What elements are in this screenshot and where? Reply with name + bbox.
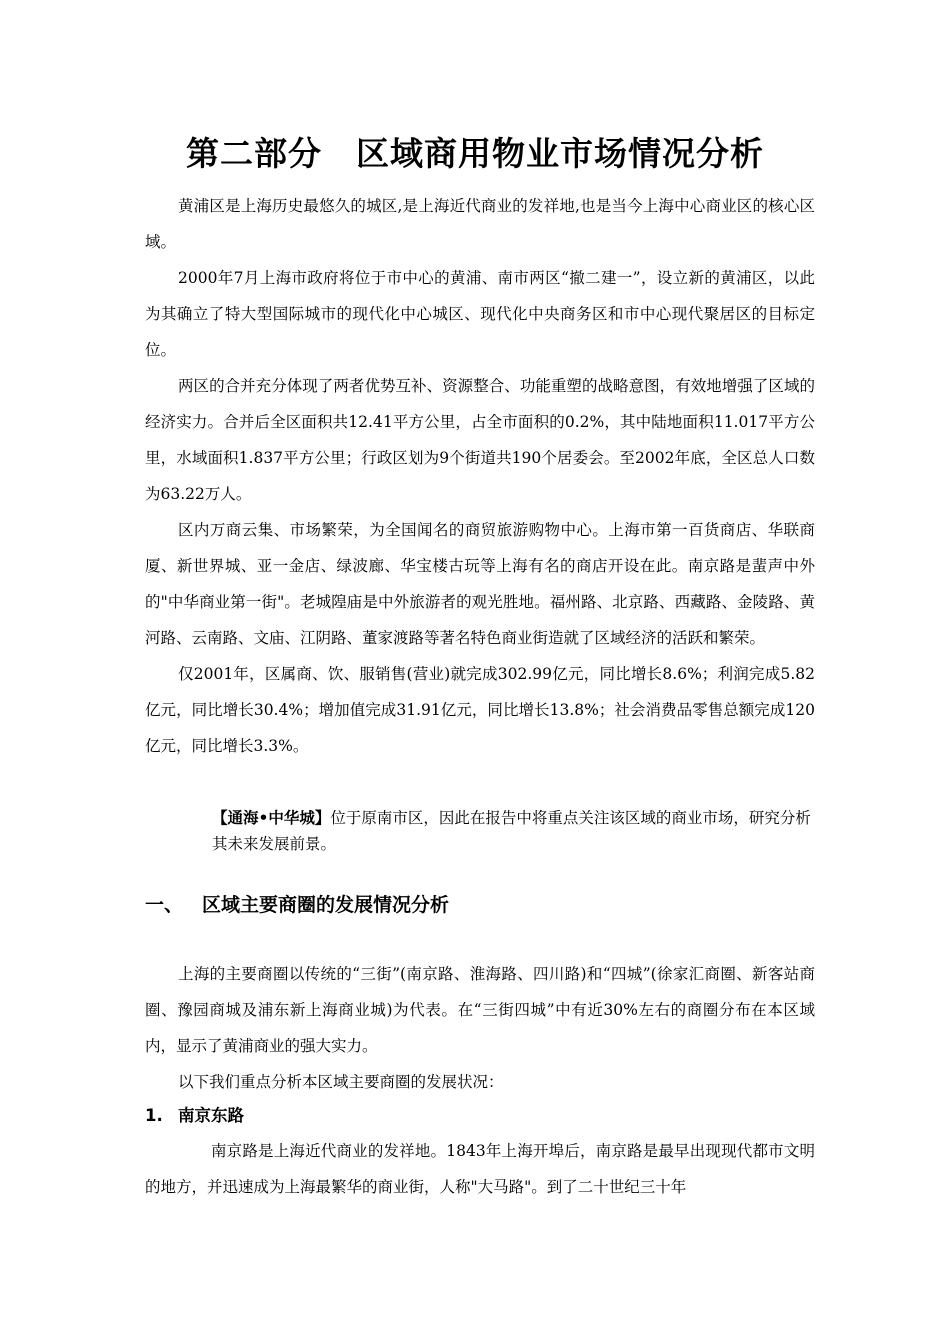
- intro-body: [145, 188, 815, 764]
- page-title: 第二部分 区域商用物业市场情况分析: [186, 134, 764, 173]
- subsection-number: 1.: [145, 1106, 163, 1125]
- paragraph-analysis-intro: 以下我们重点分析本区域主要商圈的发展状况：: [178, 1073, 504, 1091]
- project-note-text: 位于原南市区，因此在报告中将重点关注该区域的商业市场，研究分析其未来发展前景。: [212, 809, 811, 853]
- paragraph-history: 黄浦区是上海历史最悠久的城区,是上海近代商业的发祥地,也是当今上海中心商业区的核心区域。: [145, 197, 815, 251]
- section-title: 区域主要商圈的发展情况分析: [202, 894, 450, 916]
- paragraph-area: 两区的合并充分体现了两者优势互补、资源整合、功能重塑的战略意图，有效地增强了区域的经济实力。合并后全区面积共12.41平方公里，占全市面积的0.2%，其中陆地面积11.017平方公里，水域面积1.837平方公里；行政区划为9个街道共190个居委会。至2002年底，全区总人口数为63.22万人。: [145, 377, 815, 503]
- section-heading: [145, 890, 449, 917]
- paragraph-commerce: 区内万商云集、市场繁荣，为全国闻名的商贸旅游购物中心。上海市第一百货商店、华联商厦、新世界城、亚一金店、绿波廊、华宝楼古玩等上海有名的商店开设在此。南京路是蜚声中外的"中华商业第一街"。老城隍庙是中外旅游者的观光胜地。福州路、北京路、西藏路、金陵路、黄河路、云南路、文庙、江阴路、董家渡路等著名特色商业街造就了区域经济的活跃和繁荣。: [145, 521, 815, 647]
- paragraph-nanjing-road: 南京路是上海近代商业的发祥地。1843年上海开埠后，南京路是最早出现现代都市文明的地方，并迅速成为上海最繁华的商业街，人称"大马路"。到了二十世纪三十年: [145, 1142, 815, 1196]
- subsection-body: [145, 1133, 815, 1205]
- paragraph-main-districts: 上海的主要商圈以传统的“三街”(南京路、淮海路、四川路)和“四城”(徐家汇商圈、新客站商圈、豫园商城及浦东新上海商业城)为代表。在“三街四城”中有近30%左右的商圈分布在本区域内，显示了黄浦商业的强大实力。: [145, 965, 815, 1055]
- section-body: [145, 956, 815, 1100]
- subsection-heading: [145, 1102, 244, 1126]
- project-name: 【通海•中华城】: [212, 809, 331, 827]
- section-number: 一、: [145, 894, 184, 916]
- paragraph-statistics: 仅2001年，区属商、饮、服销售(营业)就完成302.99亿元，同比增长8.6%；利润完成5.82亿元，同比增长30.4%；增加值完成31.91亿元，同比增长13.8%；社会消费品零售总额完成120亿元，同比增长3.3%。: [145, 665, 815, 755]
- project-note: [212, 805, 814, 857]
- paragraph-merger: 2000年7月上海市政府将位于市中心的黄浦、南市两区“撤二建一”，设立新的黄浦区，以此为其确立了特大型国际城市的现代化中心城区、现代化中央商务区和市中心现代聚居区的目标定位。: [145, 269, 815, 359]
- subsection-title: 南京东路: [178, 1106, 244, 1125]
